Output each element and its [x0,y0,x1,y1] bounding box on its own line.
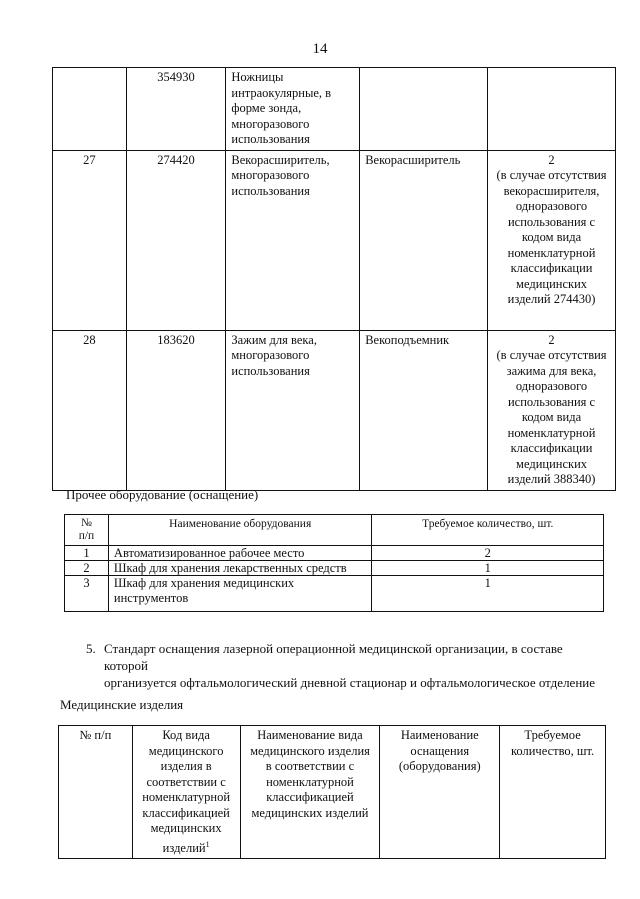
quantity-note: (в случае отсутствия векорасширителя, одноразового использования с кодом вида номенклатурной классификации медицинских изделий 274430) [496,168,607,306]
equipment-name: Автоматизированное рабочее место [108,546,372,561]
required-quantity: 1 [372,576,604,612]
header-number: № п/п [59,726,133,859]
equipment-name: Шкаф для хранения медицинских инструментов [108,576,372,612]
device-name: Зажим для века, многоразового использования [226,330,360,490]
item-text-line-2: организуется офтальмологический дневной стационар и офтальмологическое отделение [104,675,596,690]
item-text [86,640,606,691]
device-code: 274420 [126,150,226,330]
header-device-code-text: Код вида медицинского изделия в соответствии с номенклатурной классификацией медицинских изделий [142,728,231,855]
table-row [65,561,604,576]
table-row [53,68,616,151]
header-equipment-name: Наименование оборудования [108,515,372,546]
other-equipment-title: Прочее оборудование (оснащение) [66,487,259,502]
row-number: 28 [53,330,127,490]
row-number: 27 [53,150,127,330]
required-quantity: 2 [372,546,604,561]
device-code: 183620 [126,330,226,490]
header-device-name: Наименование вида медицинского изделия в соответствии с номенклатурной классификацией медицинских изделий [240,726,380,859]
table-header-row [59,726,606,859]
required-quantity: 2 [548,332,555,347]
item-text-line-1: Стандарт оснащения лазерной операционной медицинской организации, в составе которой [104,641,563,673]
required-quantity-cell [488,150,616,330]
item-number: 5. [86,641,96,656]
header-equipment-name: Наименование оснащения (оборудования) [380,726,500,859]
table-row [53,150,616,330]
other-equipment-table [64,514,604,612]
required-quantity: 2 [548,152,555,167]
table-row [53,330,616,490]
table-row [65,576,604,612]
table-row [65,546,604,561]
medical-devices-table [58,725,606,859]
equipment-name [360,68,488,151]
table-header-row [65,515,604,546]
header-device-code [132,726,240,859]
equipment-name: Векорасширитель [360,150,488,330]
row-number: 1 [65,546,109,561]
medical-devices-table-continued [52,67,616,491]
device-name: Векорасширитель, многоразового использования [226,150,360,330]
standard-item-5 [86,640,606,691]
medical-devices-title: Медицинские изделия [60,697,184,712]
row-number: 2 [65,561,109,576]
device-code: 354930 [126,68,226,151]
device-name: Ножницы интраокулярные, в форме зонда, многоразового использования [226,68,360,151]
required-quantity: 1 [372,561,604,576]
row-number [53,68,127,151]
header-number: № п/п [65,515,109,546]
required-quantity [488,68,616,151]
page-number: 14 [312,41,328,57]
equipment-name: Шкаф для хранения лекарственных средств [108,561,372,576]
equipment-name: Векоподъемник [360,330,488,490]
header-quantity: Требуемое количество, шт. [372,515,604,546]
required-quantity-cell [488,330,616,490]
footnote-marker: 1 [205,839,210,849]
row-number: 3 [65,576,109,612]
header-quantity: Требуемое количество, шт. [500,726,606,859]
quantity-note: (в случае отсутствия зажима для века, одноразового использования с кодом вида номенклатурной классификации медицинских изделий 388340) [496,348,607,486]
